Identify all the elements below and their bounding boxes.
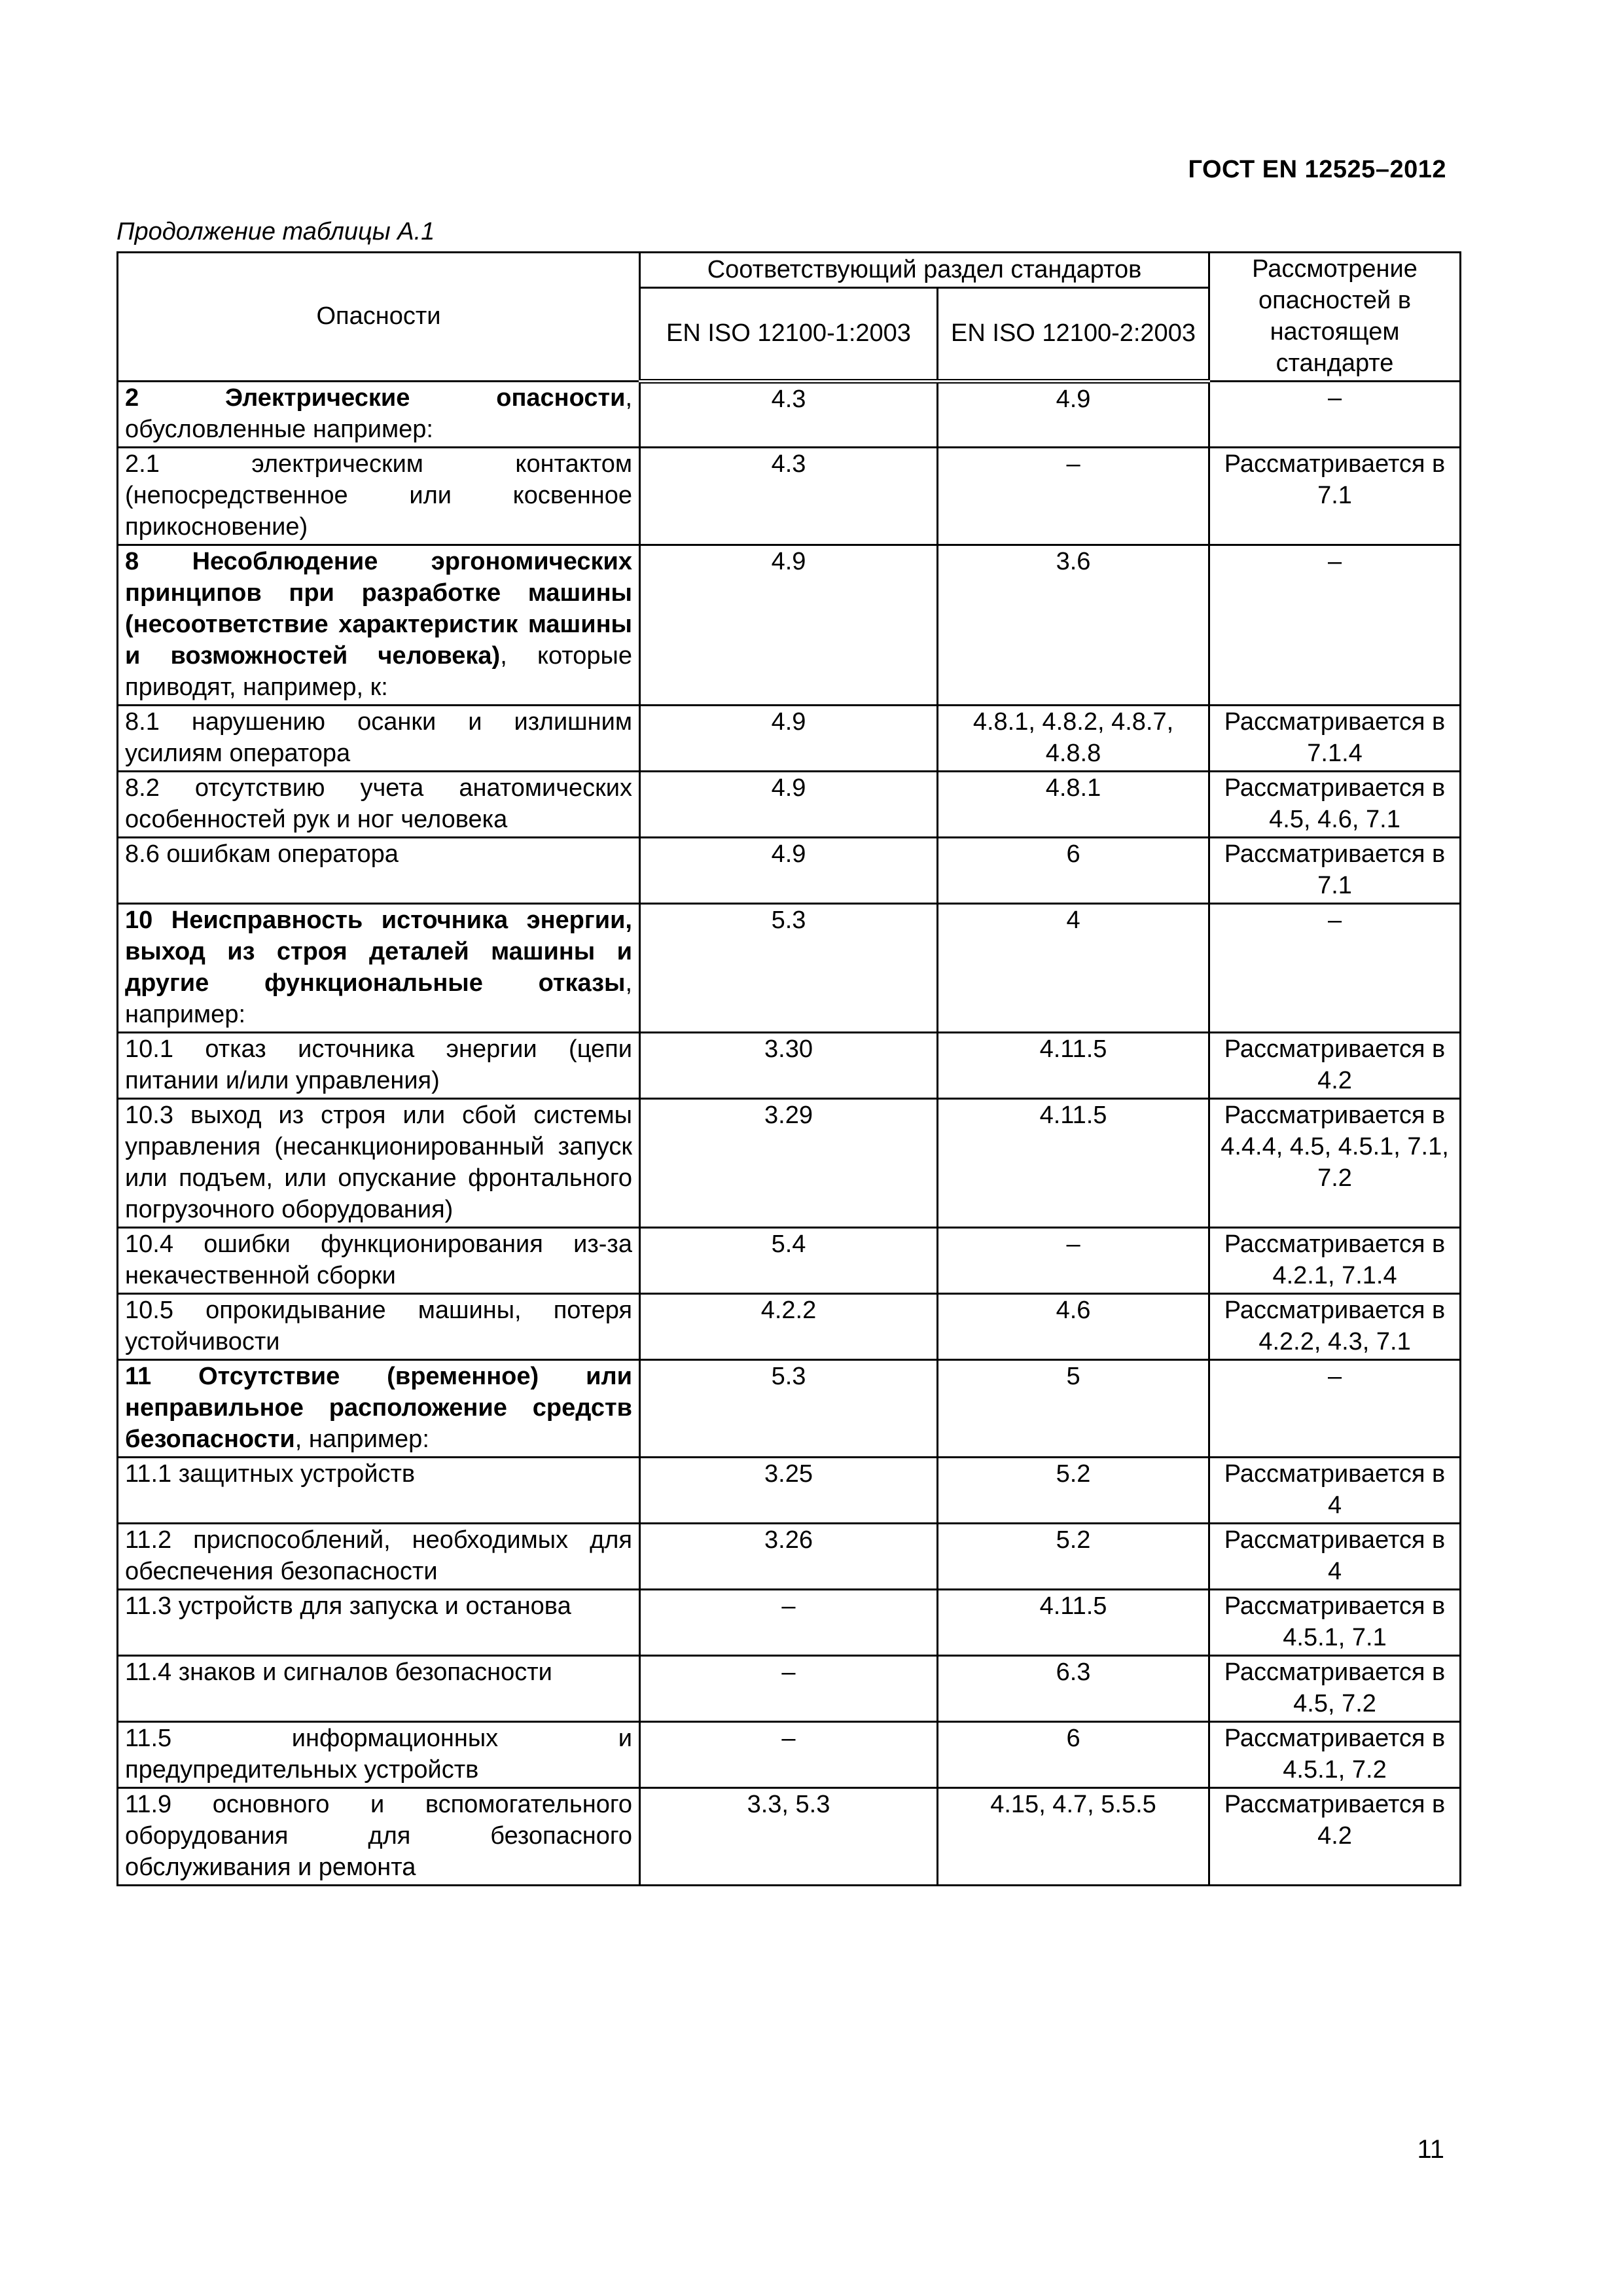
table-row <box>118 382 1461 448</box>
std2-cell: 4.8.1, 4.8.2, 4.8.7, 4.8.8 <box>938 706 1209 772</box>
std2-cell: 6.3 <box>938 1656 1209 1722</box>
hazard-text: 11.4 знаков и сигналов безопасности <box>125 1659 552 1686</box>
std1-cell: 4.2.2 <box>640 1294 938 1360</box>
consideration-cell: – <box>1209 382 1461 448</box>
hazard-cell <box>118 448 640 545</box>
hazard-cell <box>118 1788 640 1886</box>
std1-cell: 4.3 <box>640 382 938 448</box>
table-row <box>118 1458 1461 1524</box>
std1-cell: 5.3 <box>640 1360 938 1458</box>
hazard-text: 10.3 выход из строя или сбой системы управления (несанкционированный запуск или подъем, или опускание фронтального погрузочного оборудования) <box>125 1102 632 1223</box>
table-row <box>118 1590 1461 1656</box>
hazard-text: 11.2 приспособлений, необходимых для обеспечения безопасности <box>125 1526 632 1585</box>
hazard-group-title: 8 Несоблюдение эргономических принципов при разработке машины (несоответствие характеристик машины и возможностей человека) <box>125 548 632 670</box>
hazard-text: 11.9 основного и вспомогательного оборудования для безопасного обслуживания и ремонта <box>125 1791 632 1881</box>
std1-cell: 3.30 <box>640 1033 938 1099</box>
hazard-text: , которые приводят, например, к: <box>125 642 632 701</box>
consideration-cell: Рассматривается в 4.5.1, 7.1 <box>1209 1590 1461 1656</box>
table-row <box>118 1033 1461 1099</box>
header-consideration: Рассмотрение опасностей в настоящем стандарте <box>1209 253 1461 382</box>
hazard-cell <box>118 772 640 838</box>
hazard-cell <box>118 382 640 448</box>
hazard-cell <box>118 1524 640 1590</box>
std1-cell: 4.3 <box>640 448 938 545</box>
consideration-cell: Рассматривается в 4.2 <box>1209 1788 1461 1886</box>
consideration-cell: Рассматривается в 7.1 <box>1209 448 1461 545</box>
std2-cell: 3.6 <box>938 545 1209 706</box>
table-row <box>118 706 1461 772</box>
hazard-text: 10.4 ошибки функционирования из-за некачественной сборки <box>125 1230 632 1289</box>
table-row <box>118 838 1461 904</box>
hazard-text: , например: <box>125 969 632 1028</box>
hazard-text: 2.1 электрическим контактом (непосредственное или косвенное прикосновение) <box>125 450 632 541</box>
hazard-cell <box>118 1656 640 1722</box>
consideration-cell: – <box>1209 904 1461 1033</box>
std1-cell: – <box>640 1722 938 1788</box>
table-row <box>118 1788 1461 1886</box>
table-row <box>118 1524 1461 1590</box>
hazard-cell <box>118 1590 640 1656</box>
std2-cell: 4.15, 4.7, 5.5.5 <box>938 1788 1209 1886</box>
std1-cell: 3.25 <box>640 1458 938 1524</box>
hazard-group-title: 10 Неисправность источника энергии, выход из строя деталей машины и другие функциональные отказы <box>125 906 632 997</box>
hazard-text: 10.5 опрокидывание машины, потеря устойчивости <box>125 1297 632 1355</box>
table-row <box>118 1099 1461 1228</box>
consideration-cell: – <box>1209 1360 1461 1458</box>
header-en-iso-12100-2: EN ISO 12100-2:2003 <box>938 288 1209 382</box>
table-row <box>118 448 1461 545</box>
page-number: 11 <box>1417 2135 1444 2164</box>
hazard-text: 11.5 информационных и предупредительных устройств <box>125 1725 632 1784</box>
std1-cell: 3.3, 5.3 <box>640 1788 938 1886</box>
consideration-cell: Рассматривается в 4.2 <box>1209 1033 1461 1099</box>
table-row <box>118 904 1461 1033</box>
hazard-cell <box>118 1099 640 1228</box>
consideration-cell: Рассматривается в 4.2.2, 4.3, 7.1 <box>1209 1294 1461 1360</box>
hazard-cell <box>118 1228 640 1294</box>
std2-cell: 4.6 <box>938 1294 1209 1360</box>
consideration-cell: Рассматривается в 4.5, 4.6, 7.1 <box>1209 772 1461 838</box>
std1-cell: 4.9 <box>640 706 938 772</box>
hazard-text: 8.2 отсутствию учета анатомических особенностей рук и ног человека <box>125 774 632 833</box>
document-code: ГОСТ EN 12525–2012 <box>1188 156 1446 183</box>
std1-cell: 3.26 <box>640 1524 938 1590</box>
header-en-iso-12100-1: EN ISO 12100-1:2003 <box>640 288 938 382</box>
consideration-cell: – <box>1209 545 1461 706</box>
hazard-cell <box>118 1360 640 1458</box>
header-standards-group: Соответствующий раздел стандартов <box>640 253 1209 288</box>
hazard-cell <box>118 706 640 772</box>
consideration-cell: Рассматривается в 4.4.4, 4.5, 4.5.1, 7.1, 7.2 <box>1209 1099 1461 1228</box>
hazard-text: 11.3 устройств для запуска и останова <box>125 1592 571 1620</box>
std1-cell: 4.9 <box>640 772 938 838</box>
std2-cell: 6 <box>938 1722 1209 1788</box>
consideration-cell: Рассматривается в 4.5.1, 7.2 <box>1209 1722 1461 1788</box>
std1-cell: – <box>640 1590 938 1656</box>
std1-cell: 5.3 <box>640 904 938 1033</box>
hazard-text: , обусловленные например: <box>125 384 632 443</box>
hazard-cell <box>118 904 640 1033</box>
hazard-text: , например: <box>294 1426 429 1453</box>
hazard-text: 8.6 ошибкам оператора <box>125 840 399 868</box>
hazard-cell <box>118 1458 640 1524</box>
table-row <box>118 1722 1461 1788</box>
std2-cell: 5.2 <box>938 1458 1209 1524</box>
std1-cell: 4.9 <box>640 545 938 706</box>
table-row <box>118 772 1461 838</box>
std2-cell: – <box>938 448 1209 545</box>
table-row <box>118 545 1461 706</box>
consideration-cell: Рассматривается в 4.2.1, 7.1.4 <box>1209 1228 1461 1294</box>
std2-cell: 4.11.5 <box>938 1590 1209 1656</box>
header-hazards: Опасности <box>118 253 640 382</box>
std2-cell: 6 <box>938 838 1209 904</box>
consideration-cell: Рассматривается в 7.1.4 <box>1209 706 1461 772</box>
std2-cell: – <box>938 1228 1209 1294</box>
consideration-cell: Рассматривается в 4 <box>1209 1458 1461 1524</box>
std1-cell: 4.9 <box>640 838 938 904</box>
hazard-text: 10.1 отказ источника энергии (цепи питании и/или управления) <box>125 1035 632 1094</box>
hazard-text: 11.1 защитных устройств <box>125 1460 416 1488</box>
table-row <box>118 1294 1461 1360</box>
consideration-cell: Рассматривается в 7.1 <box>1209 838 1461 904</box>
std1-cell: 5.4 <box>640 1228 938 1294</box>
hazards-table <box>116 251 1461 1886</box>
std1-cell: 3.29 <box>640 1099 938 1228</box>
std2-cell: 5.2 <box>938 1524 1209 1590</box>
hazard-cell <box>118 545 640 706</box>
std1-cell: – <box>640 1656 938 1722</box>
hazard-group-title: 11 Отсутствие (временное) или неправильное расположение средств безопасности <box>125 1363 632 1453</box>
std2-cell: 5 <box>938 1360 1209 1458</box>
table-caption: Продолжение таблицы А.1 <box>116 218 435 245</box>
table-row <box>118 1656 1461 1722</box>
hazard-cell <box>118 1722 640 1788</box>
hazard-cell <box>118 838 640 904</box>
hazard-text: 8.1 нарушению осанки и излишним усилиям оператора <box>125 708 632 767</box>
std2-cell: 4.9 <box>938 382 1209 448</box>
std2-cell: 4.11.5 <box>938 1033 1209 1099</box>
hazard-cell <box>118 1294 640 1360</box>
table-row <box>118 1360 1461 1458</box>
std2-cell: 4 <box>938 904 1209 1033</box>
hazard-cell <box>118 1033 640 1099</box>
hazard-group-title: 2 Электрические опасности <box>125 384 626 412</box>
std2-cell: 4.11.5 <box>938 1099 1209 1228</box>
table-row <box>118 1228 1461 1294</box>
consideration-cell: Рассматривается в 4.5, 7.2 <box>1209 1656 1461 1722</box>
std2-cell: 4.8.1 <box>938 772 1209 838</box>
consideration-cell: Рассматривается в 4 <box>1209 1524 1461 1590</box>
